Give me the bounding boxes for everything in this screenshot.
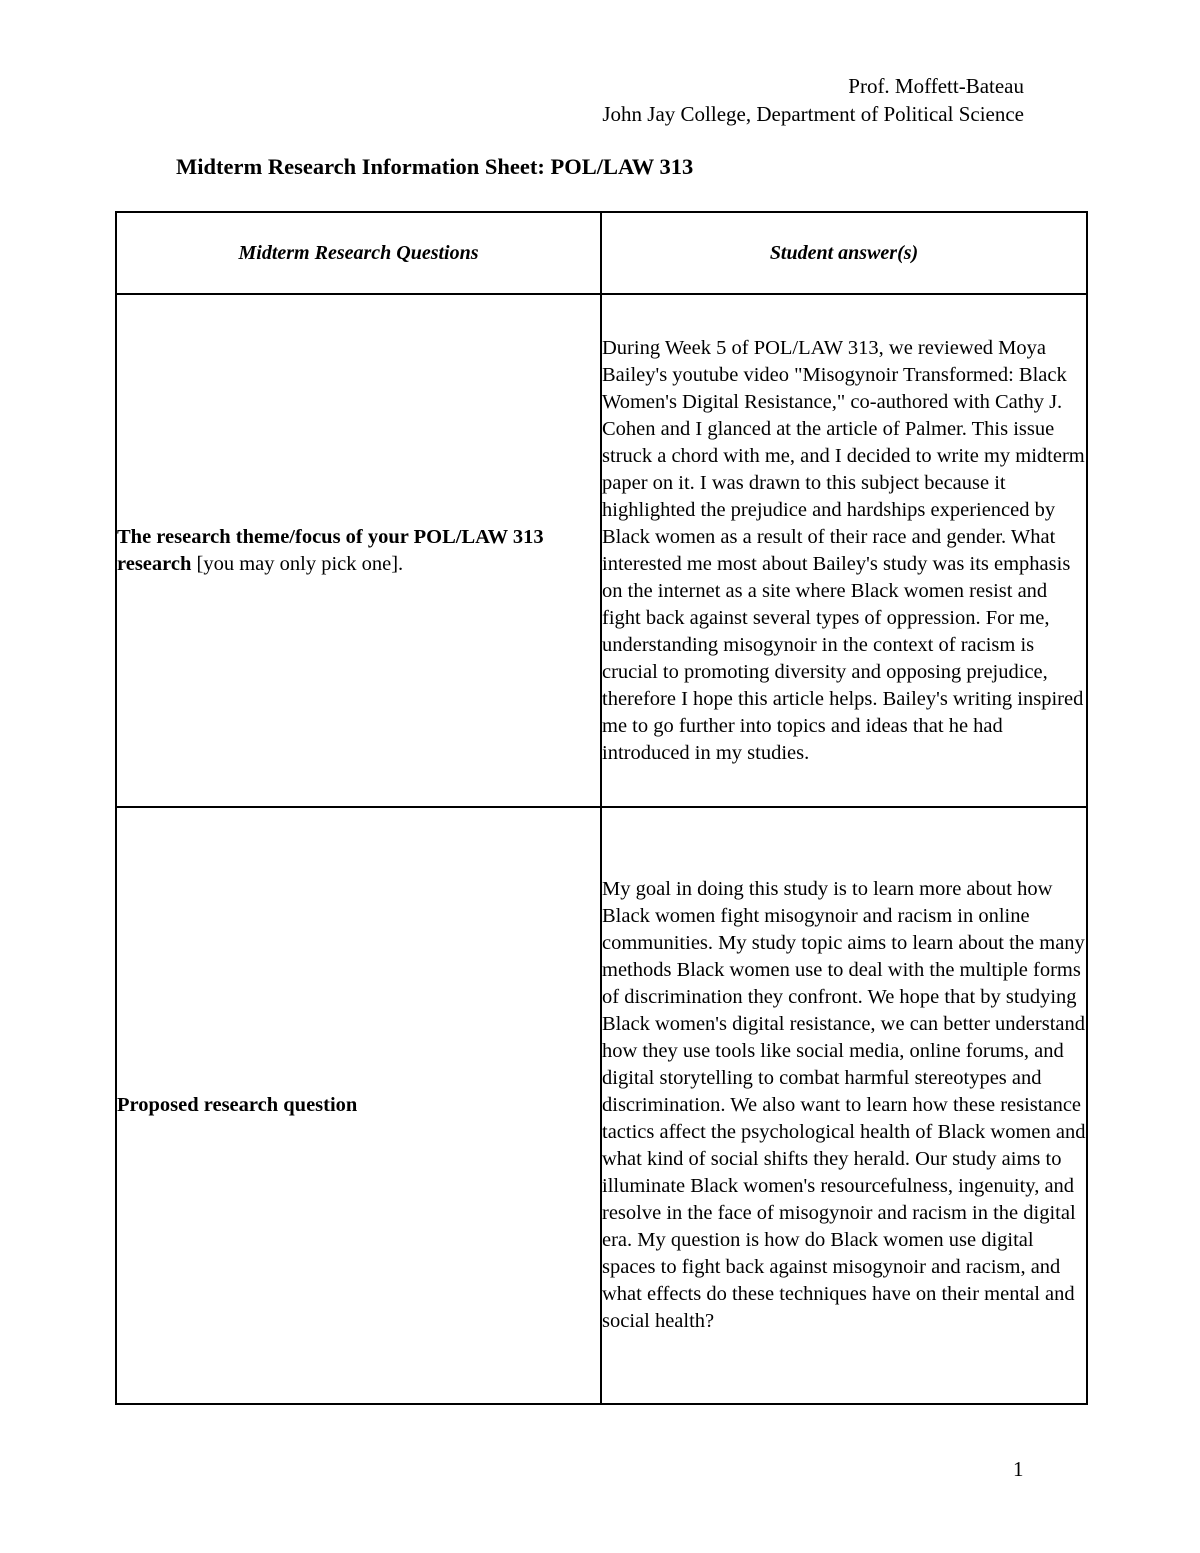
column-header-answers: Student answer(s)	[601, 212, 1087, 294]
question-cell	[116, 294, 601, 807]
page-header	[602, 72, 1024, 128]
column-header-questions: Midterm Research Questions	[116, 212, 601, 294]
research-info-table	[115, 211, 1088, 1405]
document-title: Midterm Research Information Sheet: POL/LAW 313	[176, 154, 694, 179]
question-cell	[116, 807, 601, 1404]
table-row	[116, 807, 1087, 1404]
question-text-bold: Proposed research question	[117, 1094, 358, 1116]
page-number: 1	[1013, 1457, 1024, 1481]
answer-cell: During Week 5 of POL/LAW 313, we reviewed Moya Bailey's youtube video "Misogynoir Transformed: Black Women's Digital Resistance," co-authored with Cathy J. Cohen and I glanced at the article of Palmer. This issue struck a chord with me, and I decided to write my midterm paper on it. I was drawn to this subject because it highlighted the prejudice and hardships experienced by Black women as a result of their race and gender. What interested me most about Bailey's study was its emphasis on the internet as a site where Black women resist and fight back against several types of oppression. For me, understanding misogynoir in the context of racism is crucial to promoting diversity and opposing prejudice, therefore I hope this article helps. Bailey's writing inspired me to go further into topics and ideas that he had introduced in my studies.	[601, 294, 1087, 807]
question-text-bold: The research theme/focus of your POL/LAW 313 research	[117, 525, 544, 575]
table-row	[116, 294, 1087, 807]
header-instructor: Prof. Moffett-Bateau	[848, 74, 1024, 98]
table-header-row	[116, 212, 1087, 294]
question-text-normal: [you may only pick one].	[191, 552, 404, 575]
answer-cell: My goal in doing this study is to learn more about how Black women fight misogynoir and racism in online communities. My study topic aims to learn about the many methods Black women use to deal with the multiple forms of discrimination they confront. We hope that by studying Black women's digital resistance, we can better understand how they use tools like social media, online forums, and digital storytelling to combat harmful stereotypes and discrimination. We also want to learn how these resistance tactics affect the psychological health of Black women and what kind of social shifts they herald. Our study aims to illuminate Black women's resourcefulness, ingenuity, and resolve in the face of misogynoir and racism in the digital era. My question is how do Black women use digital spaces to fight back against misogynoir and racism, and what effects do these techniques have on their mental and social health?	[601, 807, 1087, 1404]
header-institution: John Jay College, Department of Political Science	[602, 102, 1024, 126]
